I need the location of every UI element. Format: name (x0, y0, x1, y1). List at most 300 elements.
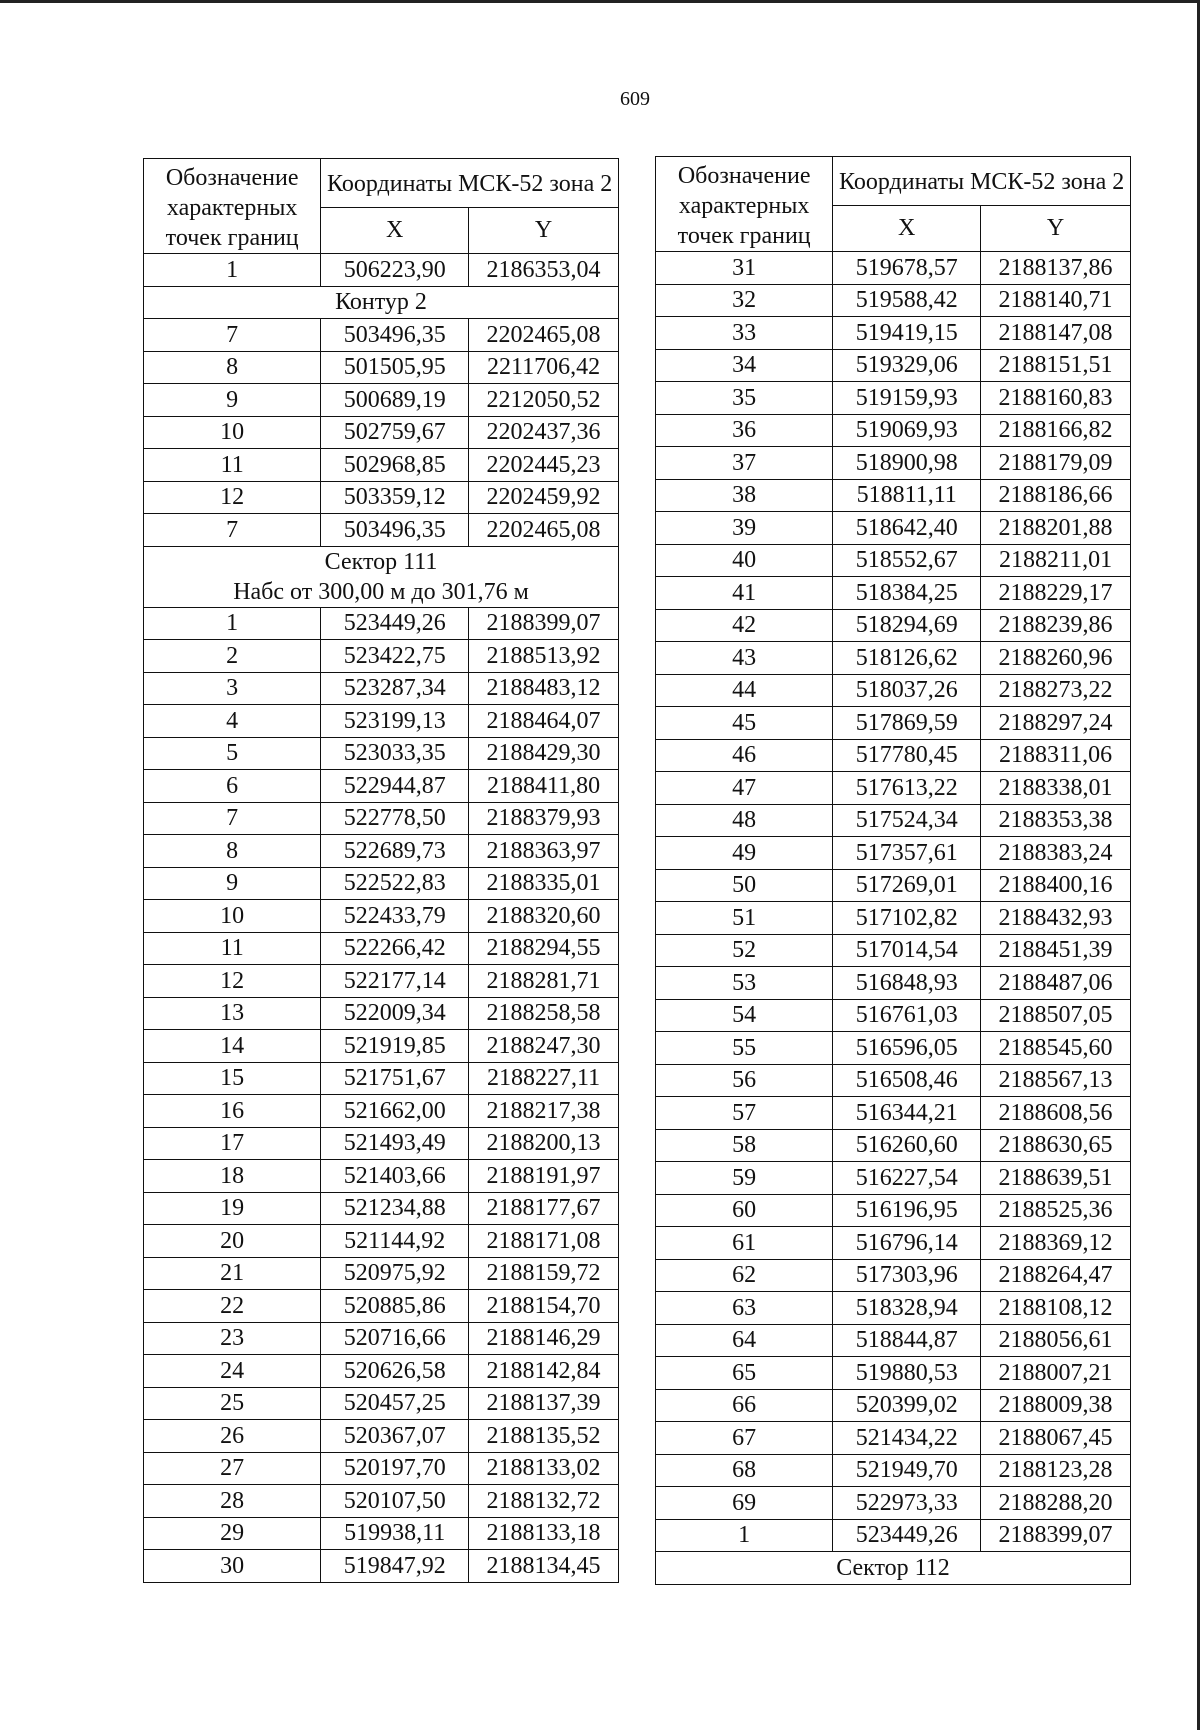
y-coordinate-cell: 2188432,93 (981, 902, 1131, 935)
x-coordinate-cell: 518811,11 (833, 479, 981, 512)
x-coordinate-cell: 520457,25 (321, 1387, 469, 1420)
point-number-cell: 35 (656, 382, 833, 415)
table-row (656, 382, 1131, 415)
y-coordinate-cell: 2188211,01 (981, 544, 1131, 577)
point-number-cell: 64 (656, 1324, 833, 1357)
table-row (144, 1387, 619, 1420)
header-points-label: Обозначение характерных точек границ (144, 159, 321, 254)
y-coordinate-cell: 2188229,17 (981, 577, 1131, 610)
y-coordinate-cell: 2188464,07 (469, 705, 619, 738)
table-row (144, 1192, 619, 1225)
point-number-cell: 21 (144, 1257, 321, 1290)
point-number-cell: 2 (144, 640, 321, 673)
y-coordinate-cell: 2188160,83 (981, 382, 1131, 415)
point-number-cell: 12 (144, 965, 321, 998)
table-row (144, 802, 619, 835)
x-coordinate-cell: 521234,88 (321, 1192, 469, 1225)
x-coordinate-cell: 518552,67 (833, 544, 981, 577)
x-coordinate-cell: 521434,22 (833, 1422, 981, 1455)
point-number-cell: 7 (144, 514, 321, 547)
x-coordinate-cell: 502968,85 (321, 449, 469, 482)
y-coordinate-cell: 2202437,36 (469, 416, 619, 449)
y-coordinate-cell: 2188177,67 (469, 1192, 619, 1225)
table-row (656, 1519, 1131, 1552)
section-title-line: Контур 2 (335, 289, 427, 316)
point-number-cell: 17 (144, 1127, 321, 1160)
x-coordinate-cell: 522973,33 (833, 1487, 981, 1520)
x-coordinate-cell: 521751,67 (321, 1062, 469, 1095)
table-row (144, 705, 619, 738)
table-row (144, 1062, 619, 1095)
point-number-cell: 42 (656, 609, 833, 642)
point-number-cell: 67 (656, 1422, 833, 1455)
table-row (656, 804, 1131, 837)
table-row (656, 1194, 1131, 1227)
table-row (144, 449, 619, 482)
point-number-cell: 47 (656, 772, 833, 805)
header-x-label: X (321, 207, 469, 253)
point-number-cell: 46 (656, 739, 833, 772)
table-row (656, 252, 1131, 285)
x-coordinate-cell: 520197,70 (321, 1452, 469, 1485)
y-coordinate-cell: 2188338,01 (981, 772, 1131, 805)
y-coordinate-cell: 2188151,51 (981, 349, 1131, 382)
table-row (144, 672, 619, 705)
y-coordinate-cell: 2188294,55 (469, 932, 619, 965)
header-points-label: Обозначение характерных точек границ (656, 157, 833, 252)
point-number-cell: 38 (656, 479, 833, 512)
section-row (144, 546, 619, 607)
point-number-cell: 23 (144, 1322, 321, 1355)
point-number-cell: 27 (144, 1452, 321, 1485)
y-coordinate-cell: 2188264,47 (981, 1259, 1131, 1292)
table-row (144, 1225, 619, 1258)
x-coordinate-cell: 522266,42 (321, 932, 469, 965)
table-row (656, 1357, 1131, 1390)
y-coordinate-cell: 2188133,18 (469, 1517, 619, 1550)
x-coordinate-cell: 516196,95 (833, 1194, 981, 1227)
point-number-cell: 14 (144, 1030, 321, 1063)
x-coordinate-cell: 519069,93 (833, 414, 981, 447)
x-coordinate-cell: 522944,87 (321, 770, 469, 803)
x-coordinate-cell: 523422,75 (321, 640, 469, 673)
header-coords-label: Координаты МСК-52 зона 2 (321, 159, 619, 208)
table-row (656, 999, 1131, 1032)
x-coordinate-cell: 517524,34 (833, 804, 981, 837)
x-coordinate-cell: 519588,42 (833, 284, 981, 317)
y-coordinate-cell: 2188123,28 (981, 1454, 1131, 1487)
table-row (144, 1290, 619, 1323)
x-coordinate-cell: 518126,62 (833, 642, 981, 675)
y-coordinate-cell: 2188288,20 (981, 1487, 1131, 1520)
y-coordinate-cell: 2188513,92 (469, 640, 619, 673)
point-number-cell: 56 (656, 1064, 833, 1097)
y-coordinate-cell: 2188429,30 (469, 737, 619, 770)
header-row (656, 157, 1131, 206)
point-number-cell: 65 (656, 1357, 833, 1390)
y-coordinate-cell: 2188379,93 (469, 802, 619, 835)
x-coordinate-cell: 520716,66 (321, 1322, 469, 1355)
y-coordinate-cell: 2188166,82 (981, 414, 1131, 447)
y-coordinate-cell: 2188335,01 (469, 867, 619, 900)
table-row (144, 737, 619, 770)
point-number-cell: 31 (656, 252, 833, 285)
table-row (144, 997, 619, 1030)
point-number-cell: 34 (656, 349, 833, 382)
x-coordinate-cell: 519847,92 (321, 1550, 469, 1583)
y-coordinate-cell: 2188147,08 (981, 317, 1131, 350)
table-row (656, 414, 1131, 447)
point-number-cell: 4 (144, 705, 321, 738)
point-number-cell: 62 (656, 1259, 833, 1292)
table-row (144, 1127, 619, 1160)
x-coordinate-cell: 519880,53 (833, 1357, 981, 1390)
table-row (656, 512, 1131, 545)
header-y-label: Y (469, 207, 619, 253)
x-coordinate-cell: 520626,58 (321, 1355, 469, 1388)
x-coordinate-cell: 516227,54 (833, 1162, 981, 1195)
point-number-cell: 43 (656, 642, 833, 675)
point-number-cell: 30 (144, 1550, 321, 1583)
point-number-cell: 68 (656, 1454, 833, 1487)
point-number-cell: 28 (144, 1485, 321, 1518)
y-coordinate-cell: 2188369,12 (981, 1227, 1131, 1260)
point-number-cell: 50 (656, 869, 833, 902)
section-title (144, 286, 619, 319)
point-number-cell: 7 (144, 319, 321, 352)
table-row (656, 1487, 1131, 1520)
point-number-cell: 49 (656, 837, 833, 870)
point-number-cell: 24 (144, 1355, 321, 1388)
table-row (144, 835, 619, 868)
x-coordinate-cell: 503359,12 (321, 481, 469, 514)
y-coordinate-cell: 2188483,12 (469, 672, 619, 705)
x-coordinate-cell: 518328,94 (833, 1292, 981, 1325)
header-coords-label: Координаты МСК-52 зона 2 (833, 157, 1131, 206)
table-row (144, 932, 619, 965)
table-row (656, 479, 1131, 512)
x-coordinate-cell: 521662,00 (321, 1095, 469, 1128)
point-number-cell: 26 (144, 1420, 321, 1453)
table-row (656, 1454, 1131, 1487)
y-coordinate-cell: 2188132,72 (469, 1485, 619, 1518)
point-number-cell: 63 (656, 1292, 833, 1325)
table-row (656, 902, 1131, 935)
point-number-cell: 25 (144, 1387, 321, 1420)
y-coordinate-cell: 2188353,38 (981, 804, 1131, 837)
y-coordinate-cell: 2188639,51 (981, 1162, 1131, 1195)
table-row (144, 1160, 619, 1193)
y-coordinate-cell: 2188135,52 (469, 1420, 619, 1453)
y-coordinate-cell: 2188186,66 (981, 479, 1131, 512)
table-row (656, 739, 1131, 772)
y-coordinate-cell: 2188201,88 (981, 512, 1131, 545)
table-row (144, 1517, 619, 1550)
y-coordinate-cell: 2188140,71 (981, 284, 1131, 317)
y-coordinate-cell: 2188383,24 (981, 837, 1131, 870)
y-coordinate-cell: 2202445,23 (469, 449, 619, 482)
y-coordinate-cell: 2188007,21 (981, 1357, 1131, 1390)
point-number-cell: 10 (144, 416, 321, 449)
x-coordinate-cell: 503496,35 (321, 319, 469, 352)
x-coordinate-cell: 521144,92 (321, 1225, 469, 1258)
point-number-cell: 22 (144, 1290, 321, 1323)
point-number-cell: 44 (656, 674, 833, 707)
y-coordinate-cell: 2188630,65 (981, 1129, 1131, 1162)
x-coordinate-cell: 516796,14 (833, 1227, 981, 1260)
point-number-cell: 51 (656, 902, 833, 935)
table-row (656, 1324, 1131, 1357)
table-row (656, 544, 1131, 577)
y-coordinate-cell: 2188200,13 (469, 1127, 619, 1160)
table-row (656, 869, 1131, 902)
y-coordinate-cell: 2188297,24 (981, 707, 1131, 740)
x-coordinate-cell: 517102,82 (833, 902, 981, 935)
y-coordinate-cell: 2211706,42 (469, 351, 619, 384)
point-number-cell: 58 (656, 1129, 833, 1162)
point-number-cell: 39 (656, 512, 833, 545)
y-coordinate-cell: 2188171,08 (469, 1225, 619, 1258)
point-number-cell: 7 (144, 802, 321, 835)
y-coordinate-cell: 2188567,13 (981, 1064, 1131, 1097)
x-coordinate-cell: 520107,50 (321, 1485, 469, 1518)
y-coordinate-cell: 2186353,04 (469, 254, 619, 287)
point-number-cell: 12 (144, 481, 321, 514)
section-title-line: Сектор 111 (324, 548, 438, 575)
table-row (144, 1550, 619, 1583)
x-coordinate-cell: 518294,69 (833, 609, 981, 642)
x-coordinate-cell: 523449,26 (833, 1519, 981, 1552)
x-coordinate-cell: 520399,02 (833, 1389, 981, 1422)
point-number-cell: 54 (656, 999, 833, 1032)
table-row (144, 607, 619, 640)
table-row (656, 1129, 1131, 1162)
point-number-cell: 9 (144, 384, 321, 417)
point-number-cell: 29 (144, 1517, 321, 1550)
point-number-cell: 37 (656, 447, 833, 480)
table-row (656, 317, 1131, 350)
y-coordinate-cell: 2188411,80 (469, 770, 619, 803)
x-coordinate-cell: 522689,73 (321, 835, 469, 868)
table-row (656, 1389, 1131, 1422)
table-row (656, 284, 1131, 317)
table-row (656, 349, 1131, 382)
table-body-left (144, 254, 619, 1583)
section-row (656, 1552, 1131, 1585)
table-row (144, 1257, 619, 1290)
x-coordinate-cell: 517357,61 (833, 837, 981, 870)
point-number-cell: 3 (144, 672, 321, 705)
x-coordinate-cell: 516761,03 (833, 999, 981, 1032)
section-row (144, 286, 619, 319)
point-number-cell: 59 (656, 1162, 833, 1195)
table-row (656, 837, 1131, 870)
y-coordinate-cell: 2188525,36 (981, 1194, 1131, 1227)
x-coordinate-cell: 519159,93 (833, 382, 981, 415)
table-row (144, 1030, 619, 1063)
y-coordinate-cell: 2188137,86 (981, 252, 1131, 285)
table-row (656, 1259, 1131, 1292)
table-row (656, 1227, 1131, 1260)
x-coordinate-cell: 519678,57 (833, 252, 981, 285)
x-coordinate-cell: 521403,66 (321, 1160, 469, 1193)
y-coordinate-cell: 2188273,22 (981, 674, 1131, 707)
table-row (144, 900, 619, 933)
table-row (144, 640, 619, 673)
table-row (656, 934, 1131, 967)
x-coordinate-cell: 517780,45 (833, 739, 981, 772)
y-coordinate-cell: 2188545,60 (981, 1032, 1131, 1065)
y-coordinate-cell: 2188281,71 (469, 965, 619, 998)
x-coordinate-cell: 506223,90 (321, 254, 469, 287)
x-coordinate-cell: 517014,54 (833, 934, 981, 967)
x-coordinate-cell: 516260,60 (833, 1129, 981, 1162)
header-y-label: Y (981, 205, 1131, 251)
table-row (656, 1292, 1131, 1325)
x-coordinate-cell: 518900,98 (833, 447, 981, 480)
y-coordinate-cell: 2188159,72 (469, 1257, 619, 1290)
table-row (144, 1452, 619, 1485)
x-coordinate-cell: 520885,86 (321, 1290, 469, 1323)
x-coordinate-cell: 522778,50 (321, 802, 469, 835)
page-number: 609 (620, 88, 650, 110)
y-coordinate-cell: 2188009,38 (981, 1389, 1131, 1422)
table-row (144, 770, 619, 803)
point-number-cell: 55 (656, 1032, 833, 1065)
y-coordinate-cell: 2202465,08 (469, 514, 619, 547)
y-coordinate-cell: 2188142,84 (469, 1355, 619, 1388)
table-row (656, 674, 1131, 707)
x-coordinate-cell: 516848,93 (833, 967, 981, 1000)
x-coordinate-cell: 516508,46 (833, 1064, 981, 1097)
x-coordinate-cell: 518037,26 (833, 674, 981, 707)
header-row (144, 159, 619, 208)
table-row (656, 707, 1131, 740)
table-row (144, 1322, 619, 1355)
y-coordinate-cell: 2188217,38 (469, 1095, 619, 1128)
page-border-top (0, 0, 1200, 3)
point-number-cell: 40 (656, 544, 833, 577)
x-coordinate-cell: 518384,25 (833, 577, 981, 610)
x-coordinate-cell: 523033,35 (321, 737, 469, 770)
table-row (656, 577, 1131, 610)
x-coordinate-cell: 519419,15 (833, 317, 981, 350)
x-coordinate-cell: 519329,06 (833, 349, 981, 382)
x-coordinate-cell: 503496,35 (321, 514, 469, 547)
table-row (656, 1422, 1131, 1455)
table-row (144, 1420, 619, 1453)
point-number-cell: 1 (144, 607, 321, 640)
point-number-cell: 36 (656, 414, 833, 447)
section-title (656, 1552, 1131, 1585)
table-row (144, 1095, 619, 1128)
x-coordinate-cell: 517613,22 (833, 772, 981, 805)
point-number-cell: 10 (144, 900, 321, 933)
table-row (656, 772, 1131, 805)
point-number-cell: 5 (144, 737, 321, 770)
y-coordinate-cell: 2188608,56 (981, 1097, 1131, 1130)
x-coordinate-cell: 519938,11 (321, 1517, 469, 1550)
x-coordinate-cell: 522522,83 (321, 867, 469, 900)
y-coordinate-cell: 2188239,86 (981, 609, 1131, 642)
section-title-line: Сектор 112 (836, 1554, 950, 1581)
y-coordinate-cell: 2188227,11 (469, 1062, 619, 1095)
point-number-cell: 1 (144, 254, 321, 287)
point-number-cell: 66 (656, 1389, 833, 1422)
point-number-cell: 61 (656, 1227, 833, 1260)
y-coordinate-cell: 2188108,12 (981, 1292, 1131, 1325)
point-number-cell: 32 (656, 284, 833, 317)
y-coordinate-cell: 2188179,09 (981, 447, 1131, 480)
table-row (656, 642, 1131, 675)
point-number-cell: 57 (656, 1097, 833, 1130)
table-row (656, 1064, 1131, 1097)
y-coordinate-cell: 2188260,96 (981, 642, 1131, 675)
coordinates-table-left (143, 158, 619, 1583)
table-row (656, 967, 1131, 1000)
coordinates-table-right (655, 156, 1131, 1585)
x-coordinate-cell: 523287,34 (321, 672, 469, 705)
x-coordinate-cell: 516596,05 (833, 1032, 981, 1065)
point-number-cell: 19 (144, 1192, 321, 1225)
y-coordinate-cell: 2188137,39 (469, 1387, 619, 1420)
x-coordinate-cell: 502759,67 (321, 416, 469, 449)
section-subtitle-line: Набс от 300,00 м до 301,76 м (233, 578, 529, 605)
y-coordinate-cell: 2188134,45 (469, 1550, 619, 1583)
y-coordinate-cell: 2188258,58 (469, 997, 619, 1030)
table-row (144, 319, 619, 352)
table-row (144, 1485, 619, 1518)
x-coordinate-cell: 500689,19 (321, 384, 469, 417)
x-coordinate-cell: 518642,40 (833, 512, 981, 545)
point-number-cell: 33 (656, 317, 833, 350)
x-coordinate-cell: 521949,70 (833, 1454, 981, 1487)
y-coordinate-cell: 2188400,16 (981, 869, 1131, 902)
point-number-cell: 41 (656, 577, 833, 610)
y-coordinate-cell: 2188146,29 (469, 1322, 619, 1355)
y-coordinate-cell: 2202459,92 (469, 481, 619, 514)
x-coordinate-cell: 516344,21 (833, 1097, 981, 1130)
table-row (656, 1162, 1131, 1195)
x-coordinate-cell: 501505,95 (321, 351, 469, 384)
x-coordinate-cell: 520367,07 (321, 1420, 469, 1453)
section-title (144, 546, 619, 607)
table-row (144, 481, 619, 514)
table-body-right (656, 252, 1131, 1585)
point-number-cell: 15 (144, 1062, 321, 1095)
y-coordinate-cell: 2188191,97 (469, 1160, 619, 1193)
y-coordinate-cell: 2188487,06 (981, 967, 1131, 1000)
table-row (144, 254, 619, 287)
point-number-cell: 16 (144, 1095, 321, 1128)
y-coordinate-cell: 2202465,08 (469, 319, 619, 352)
table-row (656, 609, 1131, 642)
y-coordinate-cell: 2188507,05 (981, 999, 1131, 1032)
point-number-cell: 20 (144, 1225, 321, 1258)
y-coordinate-cell: 2188067,45 (981, 1422, 1131, 1455)
y-coordinate-cell: 2188056,61 (981, 1324, 1131, 1357)
x-coordinate-cell: 521919,85 (321, 1030, 469, 1063)
x-coordinate-cell: 522009,34 (321, 997, 469, 1030)
x-coordinate-cell: 517869,59 (833, 707, 981, 740)
point-number-cell: 9 (144, 867, 321, 900)
point-number-cell: 6 (144, 770, 321, 803)
table-row (144, 1355, 619, 1388)
x-coordinate-cell: 523199,13 (321, 705, 469, 738)
point-number-cell: 52 (656, 934, 833, 967)
table-row (144, 384, 619, 417)
point-number-cell: 8 (144, 351, 321, 384)
